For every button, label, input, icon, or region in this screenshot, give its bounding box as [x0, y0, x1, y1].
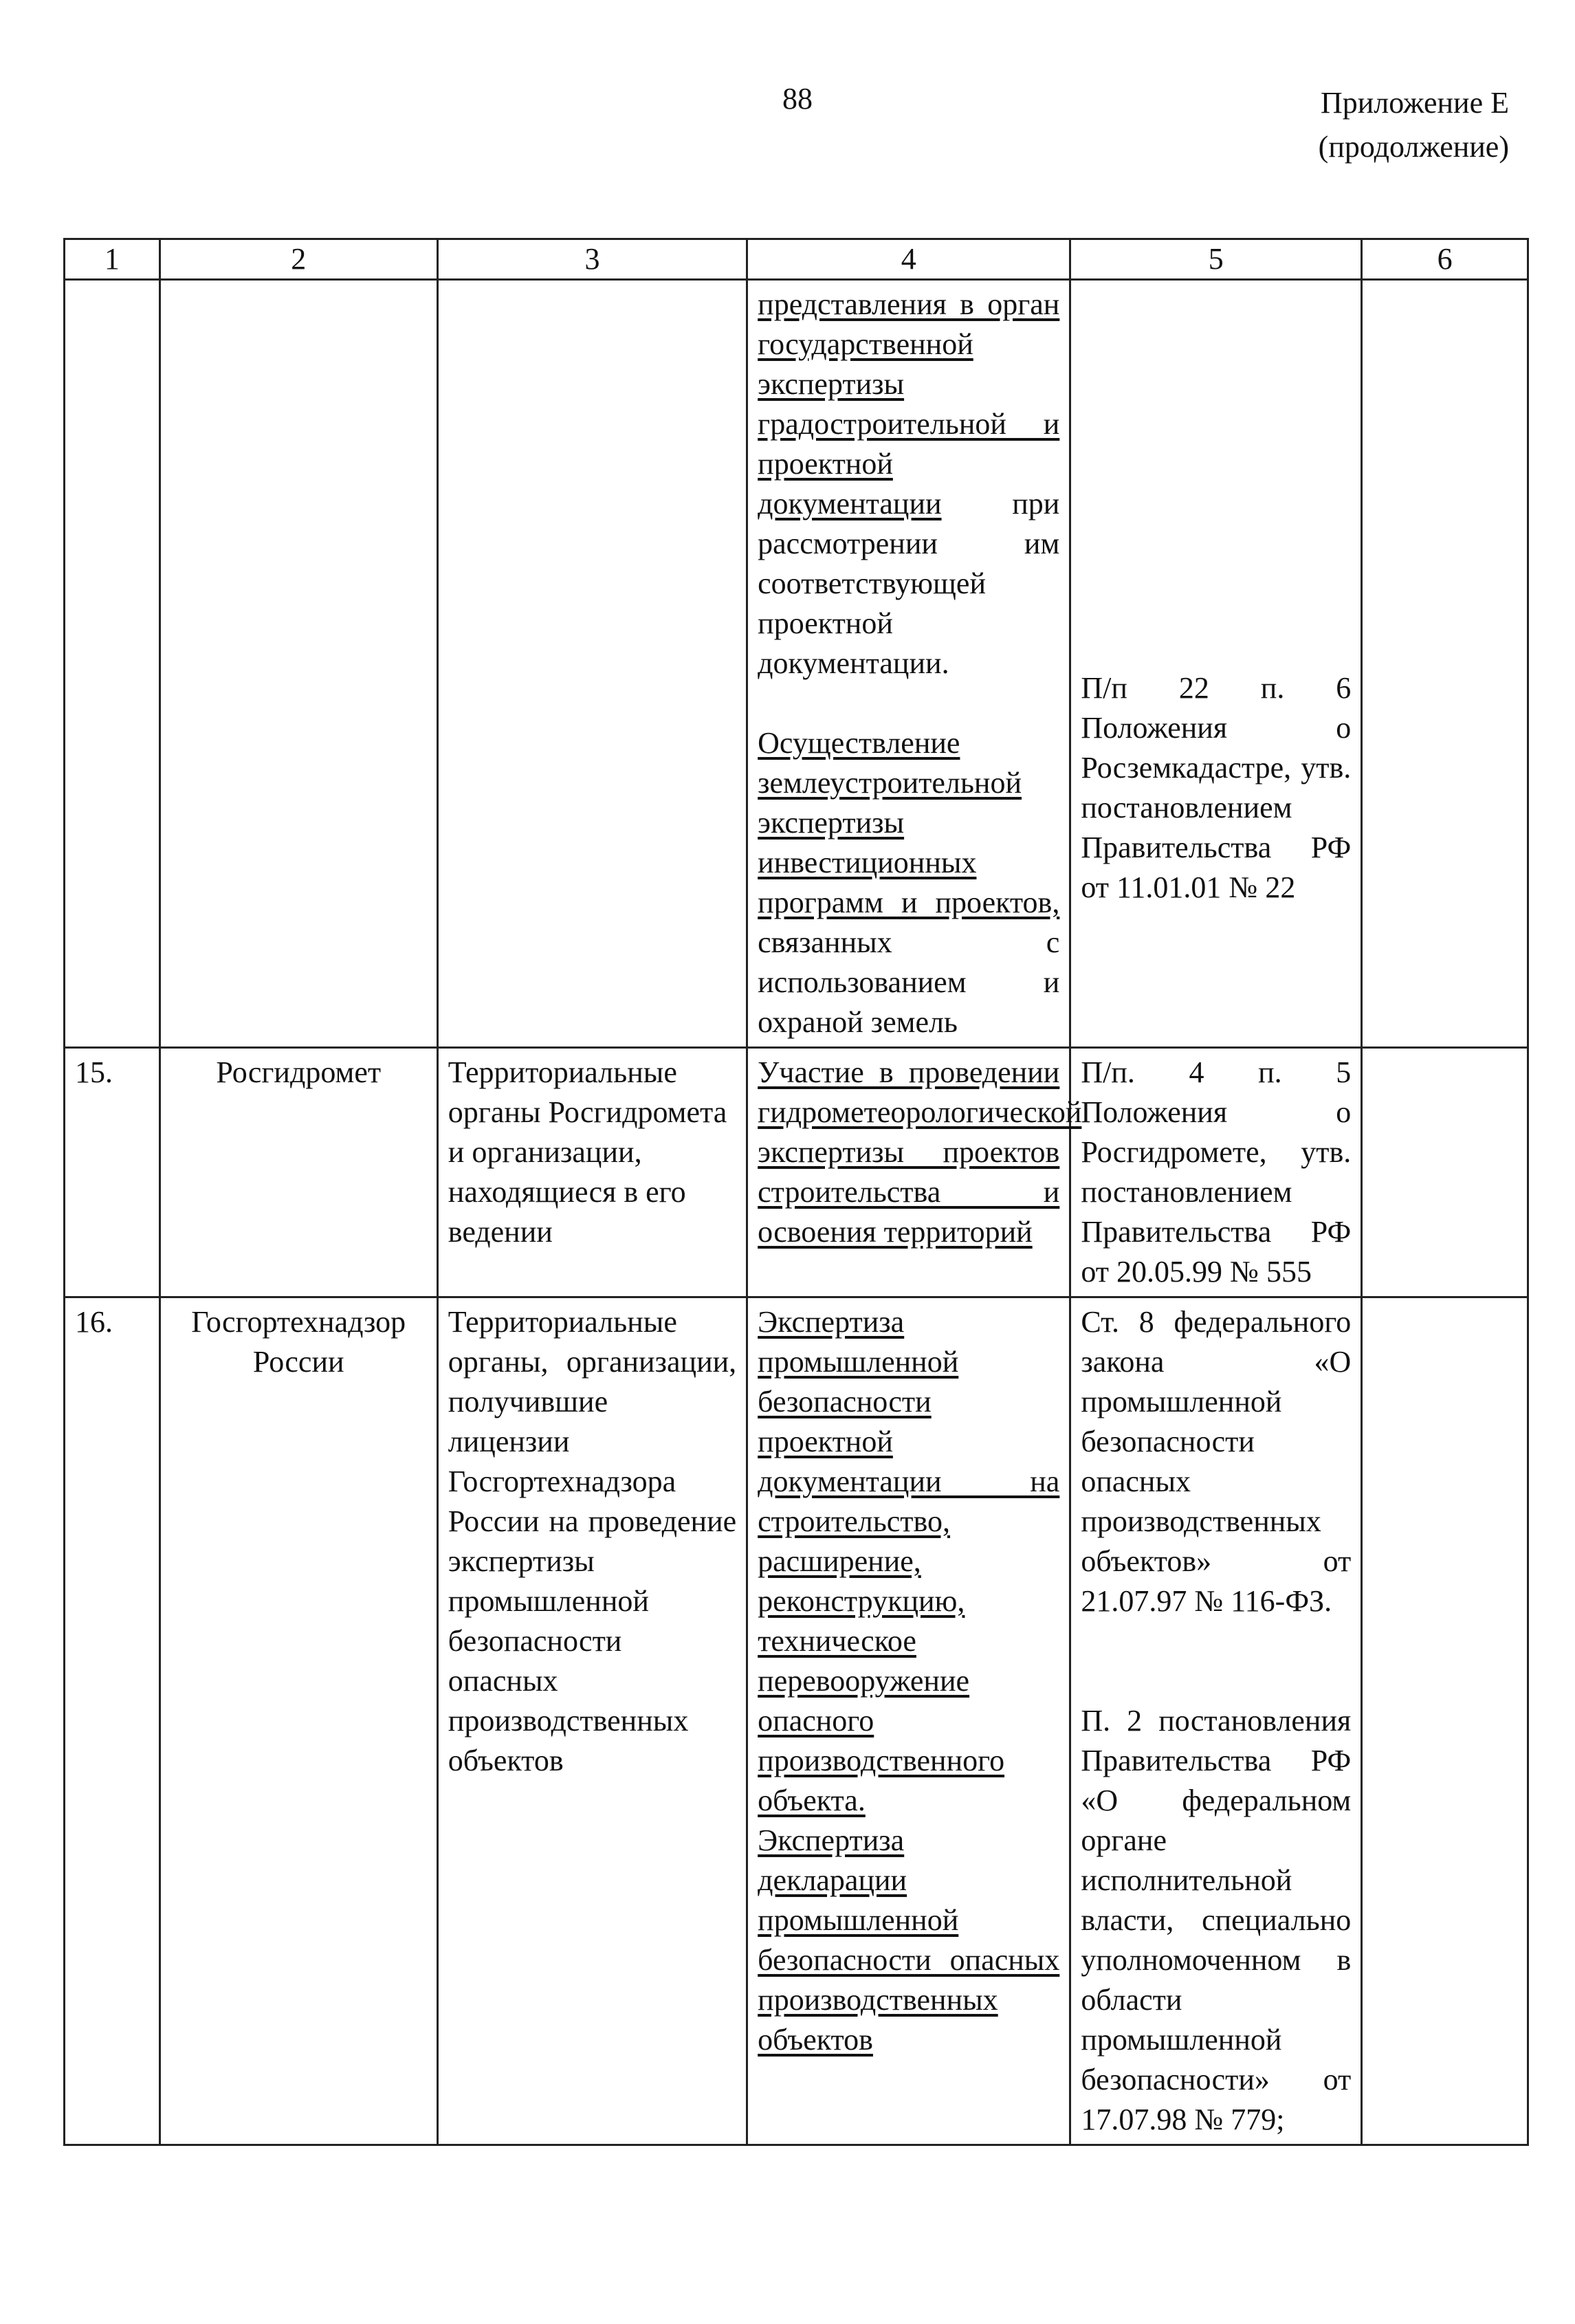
- cell-agency: Госгортехнадзор России: [159, 1297, 437, 2145]
- column-header-5: 5: [1070, 239, 1362, 280]
- activity-text-underlined: Экспертиза декларации промышленной безопасности опасных производственных объектов: [758, 1823, 1060, 2057]
- column-header-3: 3: [437, 239, 747, 280]
- cell-bodies: Территориальные органы Росгидромета и организации, находящиеся в его ведении: [437, 1048, 747, 1297]
- appendix-heading: [1319, 81, 1509, 169]
- cell-activity: [747, 1048, 1082, 1297]
- cell-bodies: Территориальные органы, организации, получившие лицензии Госгортехнадзора России на проведение экспертизы промышленной безопасности опасных производственных объектов: [437, 1297, 747, 2145]
- table-row-16: [65, 1297, 1528, 2145]
- cell-legal-basis: П/п. 4 п. 5 Положения о Росгидромете, утв. постановлением Правительства РФ от 20.05.99 № 555: [1070, 1048, 1362, 1297]
- legal-basis-text: П/п 22 п. 6 Положения о Росземкадастре, утв. постановлением Правительства РФ от 11.01.01 № 22: [1081, 671, 1352, 904]
- cell-notes: [1362, 1048, 1528, 1297]
- legal-basis-text: П. 2 постановления Правительства РФ «О федеральном органе исполнительной власти, специально уполномоченном в области промышленной безопасности» от 17.07.98 № 779;: [1081, 1704, 1352, 2136]
- legal-basis-text: Ст. 8 федерального закона «О промышленной безопасности опасных производственных объектов» от 21.07.97 № 116-ФЗ.: [1081, 1305, 1352, 1618]
- cell-number: 16.: [65, 1297, 160, 2145]
- column-header-1: 1: [65, 239, 160, 280]
- cell-agency: Росгидромет: [159, 1048, 437, 1297]
- appendix-continuation: (продолжение): [1318, 130, 1509, 164]
- activity-text-underlined: представления в орган государственной экспертизы градостроительной и проектной документации: [758, 287, 1060, 520]
- cell-number: 15.: [65, 1048, 160, 1297]
- appendix-table: [63, 238, 1529, 2146]
- column-header-6: 6: [1362, 239, 1528, 280]
- table-row-continuation: [65, 280, 1528, 1048]
- cell-number: [65, 280, 160, 1048]
- activity-text: при рассмотрении им соответствующей проектной документации.: [758, 487, 1060, 680]
- cell-activity: [747, 280, 1070, 1048]
- page-number: 88: [782, 82, 813, 116]
- column-number-row: [65, 239, 1528, 280]
- table-row-15: [65, 1048, 1528, 1297]
- cell-legal-basis: [1070, 280, 1362, 1048]
- cell-notes: [1362, 1297, 1528, 2145]
- cell-notes: [1362, 280, 1528, 1048]
- cell-agency: [159, 280, 437, 1048]
- cell-legal-basis: [1070, 1297, 1362, 2145]
- cell-activity: [747, 1297, 1070, 2145]
- activity-text: связанных с использованием и охраной земель: [758, 925, 1060, 1039]
- column-header-2: 2: [159, 239, 437, 280]
- activity-text-underlined: Экспертиза промышленной безопасности проектной документации на строительство, расширение, реконструкцию, техническое перевооружение опасного производственного объекта.: [758, 1305, 1060, 1817]
- cell-bodies: [437, 280, 747, 1048]
- appendix-title: Приложение Е: [1320, 86, 1509, 120]
- activity-text-underlined: Участие в проведении гидрометеорологической экспертизы проектов строительства и освоения территорий: [758, 1055, 1082, 1249]
- activity-text-underlined: Осуществление землеустроительной экспертизы инвестиционных программ и проектов,: [758, 726, 1060, 919]
- column-header-4: 4: [747, 239, 1070, 280]
